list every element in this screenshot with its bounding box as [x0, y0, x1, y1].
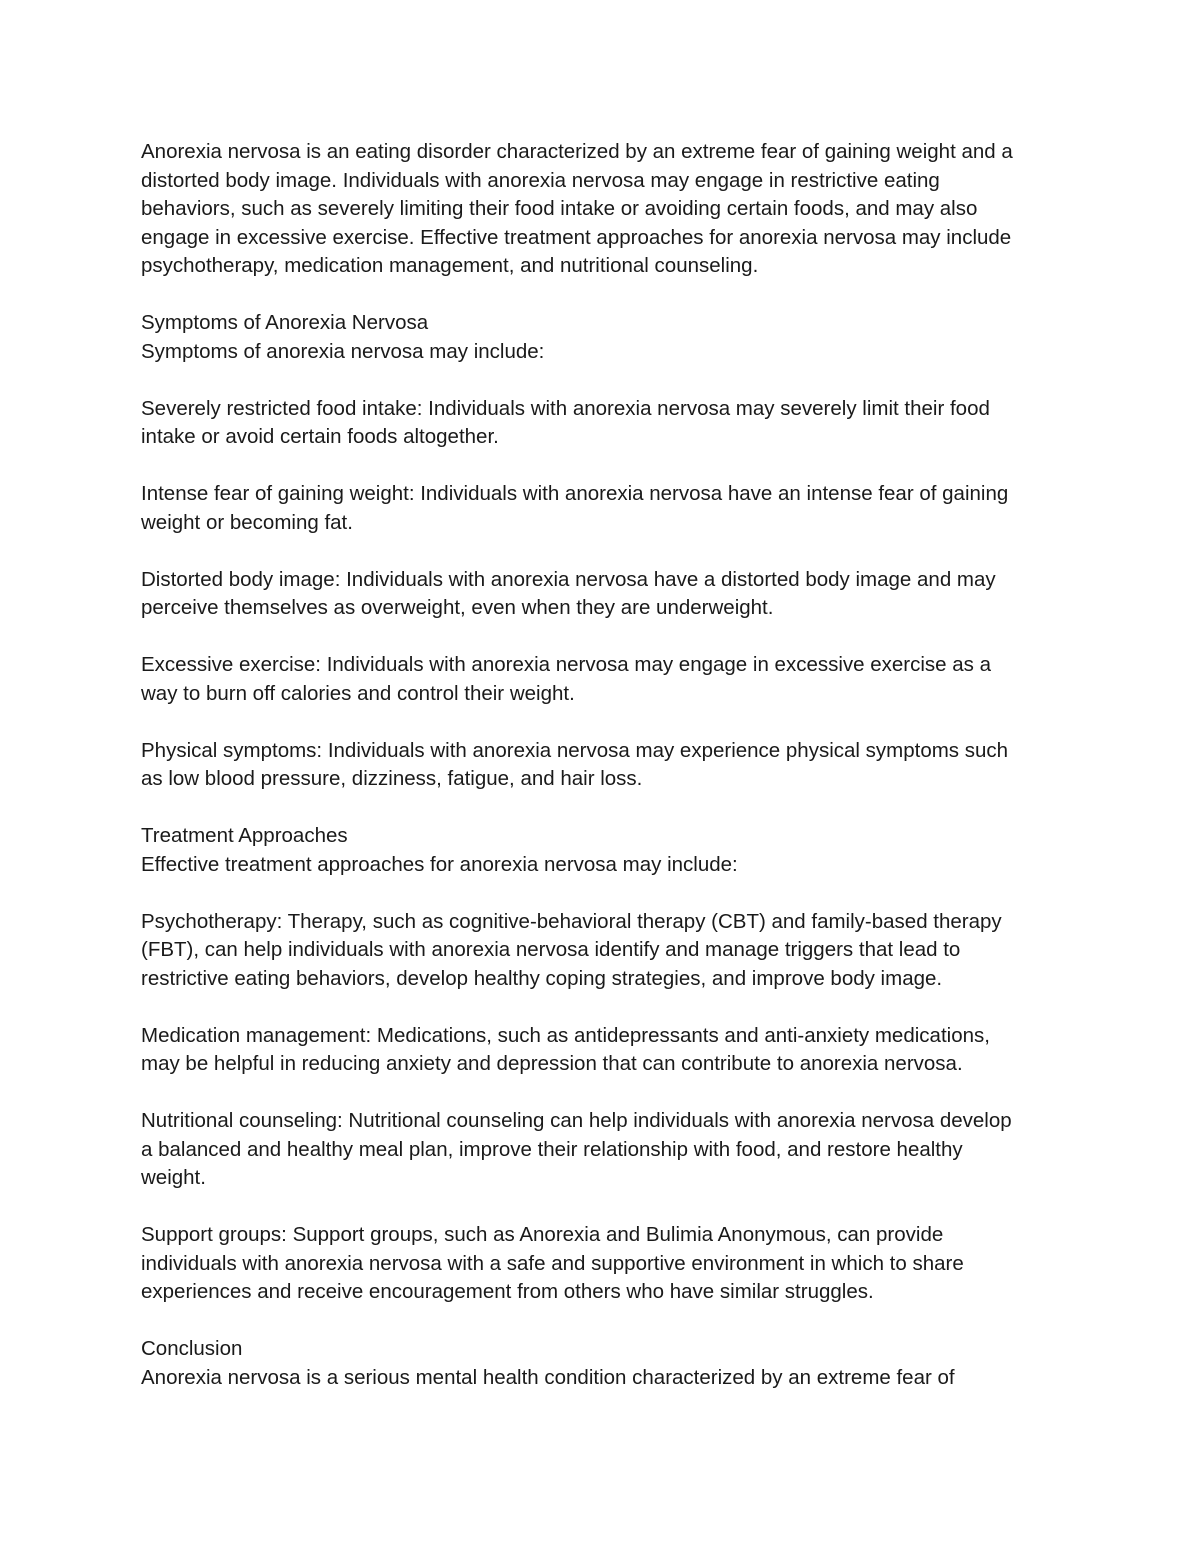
document-page — [141, 138, 1071, 1392]
conclusion-paragraph: Anorexia nervosa is a serious mental health condition characterized by an extreme fear of — [141, 1365, 955, 1389]
spacer — [141, 452, 1071, 481]
symptoms-lead: Symptoms of anorexia nervosa may include: — [141, 339, 545, 363]
treatment-lead: Effective treatment approaches for anorexia nervosa may include: — [141, 852, 738, 876]
treatment-paragraph: Nutritional counseling: Nutritional counseling can help individuals with anorexia nervosa develop a balanced and healthy meal plan, improve their relationship with food, and restore healthy weight. — [141, 1109, 1012, 1189]
spacer — [141, 993, 1071, 1022]
symptom-paragraph: Physical symptoms: Individuals with anorexia nervosa may experience physical symptoms such as low blood pressure, dizziness, fatigue, and hair loss. — [141, 738, 1009, 790]
treatment-paragraph: Psychotherapy: Therapy, such as cognitive-behavioral therapy (CBT) and family-based therapy (FBT), can help individuals with anorexia nervosa identify and manage triggers that lead to restrictive eating behaviors, develop healthy coping strategies, and improve body image. — [141, 909, 1002, 990]
treatment-heading: Treatment Approaches — [141, 824, 348, 847]
symptoms-heading: Symptoms of Anorexia Nervosa — [141, 311, 429, 334]
symptom-paragraph: Excessive exercise: Individuals with anorexia nervosa may engage in excessive exercise as a way to burn off calories and control their weight. — [141, 653, 992, 705]
conclusion-heading: Conclusion — [141, 1337, 243, 1360]
symptom-paragraph: Intense fear of gaining weight: Individuals with anorexia nervosa have an intense fear of gaining weight or becoming fat. — [141, 482, 1009, 534]
spacer — [141, 1193, 1071, 1222]
spacer — [141, 366, 1071, 395]
spacer — [141, 281, 1071, 310]
treatment-paragraph: Medication management: Medications, such as antidepressants and anti-anxiety medications, may be helpful in reducing anxiety and depression that can contribute to anorexia nervosa. — [141, 1023, 990, 1075]
treatment-paragraph: Support groups: Support groups, such as Anorexia and Bulimia Anonymous, can provide individuals with anorexia nervosa with a safe and supportive environment in which to share experiences and receive encouragement from others who have similar struggles. — [141, 1223, 964, 1303]
symptom-paragraph: Distorted body image: Individuals with anorexia nervosa have a distorted body image and may perceive themselves as overweight, even when they are underweight. — [141, 567, 996, 619]
spacer — [141, 708, 1071, 737]
symptom-paragraph: Severely restricted food intake: Individuals with anorexia nervosa may severely limit their food intake or avoid certain foods altogether. — [141, 396, 990, 448]
intro-paragraph: Anorexia nervosa is an eating disorder characterized by an extreme fear of gaining weight and a distorted body image. Individuals with anorexia nervosa may engage in restrictive eating behaviors, such as severely limiting their food intake or avoiding certain foods, and may also engage in excessive exercise. Effective treatment approaches for anorexia nervosa may include psychotherapy, medication management, and nutritional counseling. — [141, 140, 1013, 277]
spacer — [141, 1079, 1071, 1108]
spacer — [141, 879, 1071, 908]
spacer — [141, 623, 1071, 652]
spacer — [141, 794, 1071, 823]
spacer — [141, 537, 1071, 566]
spacer — [141, 1307, 1071, 1336]
